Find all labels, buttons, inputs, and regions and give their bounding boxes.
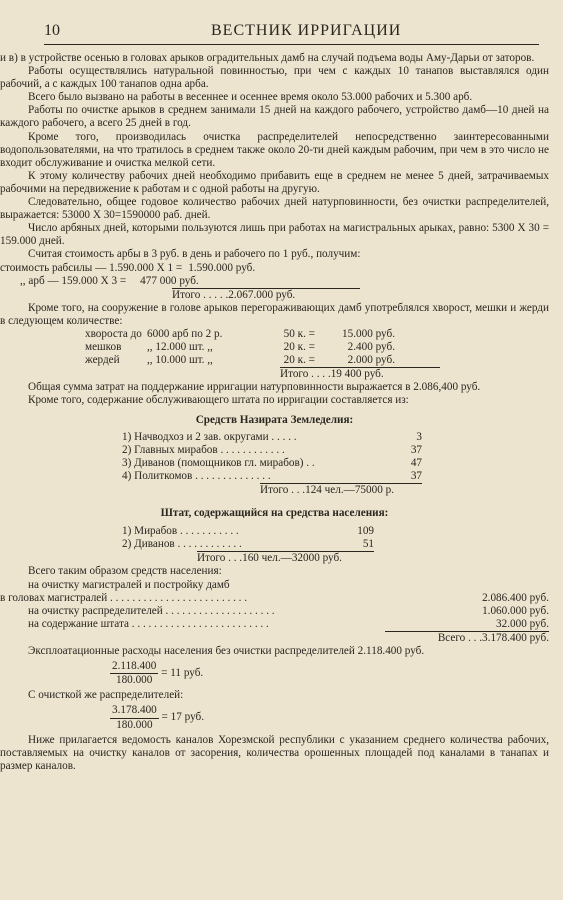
fraction-2 [0, 704, 549, 731]
summary-total: Всего . . .3.178.400 руб. [385, 631, 549, 645]
materials-total: Итого . . . .19 400 руб. [280, 367, 440, 381]
page-number: 10 [44, 22, 60, 39]
paragraph: Всего таким образом средств населения: [28, 565, 222, 578]
paragraph: Работы осуществлялись натуральной повинностью, при чем с каждых 10 танапов выставлялся один рабочий, а с каждых 100 танапов одна арба. [0, 65, 549, 91]
fraction-numerator: 3.178.400 [110, 704, 159, 718]
cost-line-value: 477 000 руб. [140, 274, 199, 287]
summary-list [0, 592, 549, 645]
materials-table [85, 328, 395, 367]
page-header [4, 0, 549, 44]
paragraph: К этому количеству рабочих дней необходимо прибавить еще в среднем не менее 5 дней, затрачиваемых рабочими на передвижение к работам и с одной работы на другую. [0, 169, 549, 195]
nazirat-total: Итого . . .124 чел.—75000 р. [260, 483, 422, 497]
paragraph: Считая стоимость арбы в 3 руб. в день и рабочего по 1 руб., получим: [28, 248, 361, 261]
fraction-denominator: 180.000 [115, 674, 153, 687]
paragraph: Общая сумма затрат на поддержание ирригации натурповинности выражается в 2.086,400 руб. [28, 381, 481, 394]
list-item: на содержание штата . . . . . . . . . . . . . . . . . . . . . . . . . 32.000 руб. [28, 617, 549, 630]
paragraph: Кроме того, содержание обслуживающего штата по ирригации составляется из: [28, 394, 409, 407]
staff-heading: Штат, содержащийся на средства населения: [160, 507, 389, 520]
cost-line-label: стоимость рабсилы — 1.590.000 X 1 = [0, 261, 183, 274]
fraction-1 [0, 660, 549, 687]
table-row: жердей ,, 10.000 шт. ,, 20 к. = 2.000 руб. [85, 354, 395, 367]
paragraph: С очисткой же распределителей: [28, 689, 184, 702]
list-item: 3) Диванов (помощников гл. мирабов) . . 47 [122, 456, 422, 469]
cost-total: Итого . . . . .2.067.000 руб. [172, 288, 360, 302]
paragraph: Ниже прилагается ведомость каналов Хорезмской республики с указанием среднего количества рабочих, поставляемых на очистку каналов от засорения, количества орошенных площадей под каналами в танапах и размер каналов. [0, 733, 549, 772]
paragraph: Работы по очистке арыков в среднем занимали 15 дней на каждого рабочего, устройство дамб—10 дней на каждого рабочего, а всего 25 дней в год. [0, 104, 549, 130]
summary-intro: на очистку магистралей и постройку дамб [28, 578, 230, 591]
header-rule [44, 44, 539, 45]
page-body [0, 52, 549, 773]
paragraph: Всего было вызвано на работы в весеннее и осеннее время около 53.000 рабочих и 5.300 арб. [28, 91, 473, 104]
cost-calculation [0, 262, 549, 302]
staff-total: Итого . . .160 чел.—32000 руб. [197, 551, 374, 565]
cost-line-value: 1.590.000 руб. [188, 261, 256, 274]
fraction-denominator: 180.000 [116, 718, 153, 731]
paragraph: Кроме того, на сооружение в голове арыков перегораживающих дамб употреблялся хворост, мешки и жерди в следующем количестве: [0, 301, 549, 327]
paragraph: Эксплоатационные расходы населения без очистки распределителей 2.118.400 руб. [28, 645, 425, 658]
table-row: мешков ,, 12.000 шт. ,, 20 к. = 2.400 руб. [85, 341, 395, 354]
staff-list [122, 525, 374, 565]
fraction-result: = 11 руб. [161, 667, 204, 680]
list-item: 4) Политкомов . . . . . . . . . . . . . . 37 [122, 469, 422, 482]
cost-line-label: ,, арб — 159.000 X 3 = [20, 274, 127, 287]
paragraph: Следовательно, общее годовое количество рабочих дней натурповинности, без очистки распределителей, выражается: 53000 X 30=1590000 раб. дней. [0, 196, 549, 222]
nazirat-list [122, 431, 422, 497]
table-row: хвороста до 6000 арб по 2 р. 50 к. = 15.000 руб. [85, 327, 395, 340]
list-item: 1) Начводхоз и 2 зав. округами . . . . . 3 [122, 430, 422, 443]
list-item: на очистку распределителей . . . . . . . . . . . . . . . . . . . . 1.060.000 руб. [28, 604, 549, 617]
list-item: 2) Главных мирабов . . . . . . . . . . . . 37 [122, 443, 422, 456]
list-item: 1) Мирабов . . . . . . . . . . . 109 [122, 525, 374, 538]
list-item: в головах магистралей . . . . . . . . . . . . . . . . . . . . . . . . . 2.086.400 руб. [0, 591, 549, 604]
journal-title: ВЕСТНИК ИРРИГАЦИИ [211, 22, 402, 39]
paragraph: Кроме того, производилась очистка распределителей непосредственно заинтересованными водопользователями, на что тратилось в среднем также около 20-ти дней каждым рабочим, при чем в это число не входит обслуживание и очистка мелкой сети. [0, 130, 549, 169]
list-item: 2) Диванов . . . . . . . . . . . . 51 [122, 538, 374, 551]
fraction-result: = 17 руб. [161, 711, 205, 724]
paragraph: и в) в устройстве осенью в головах арыков оградительных дамб на случай подъема воды Аму-Дарьи от заторов. [0, 52, 535, 64]
nazirat-heading: Средств Назирата Земледелия: [195, 413, 354, 426]
fraction-numerator: 2.118.400 [110, 660, 158, 674]
paragraph: Число арбяных дней, которыми пользуются лишь при работах на магистральных арыках, равно: 5300 X 30 = 159.000 дней. [0, 222, 549, 248]
